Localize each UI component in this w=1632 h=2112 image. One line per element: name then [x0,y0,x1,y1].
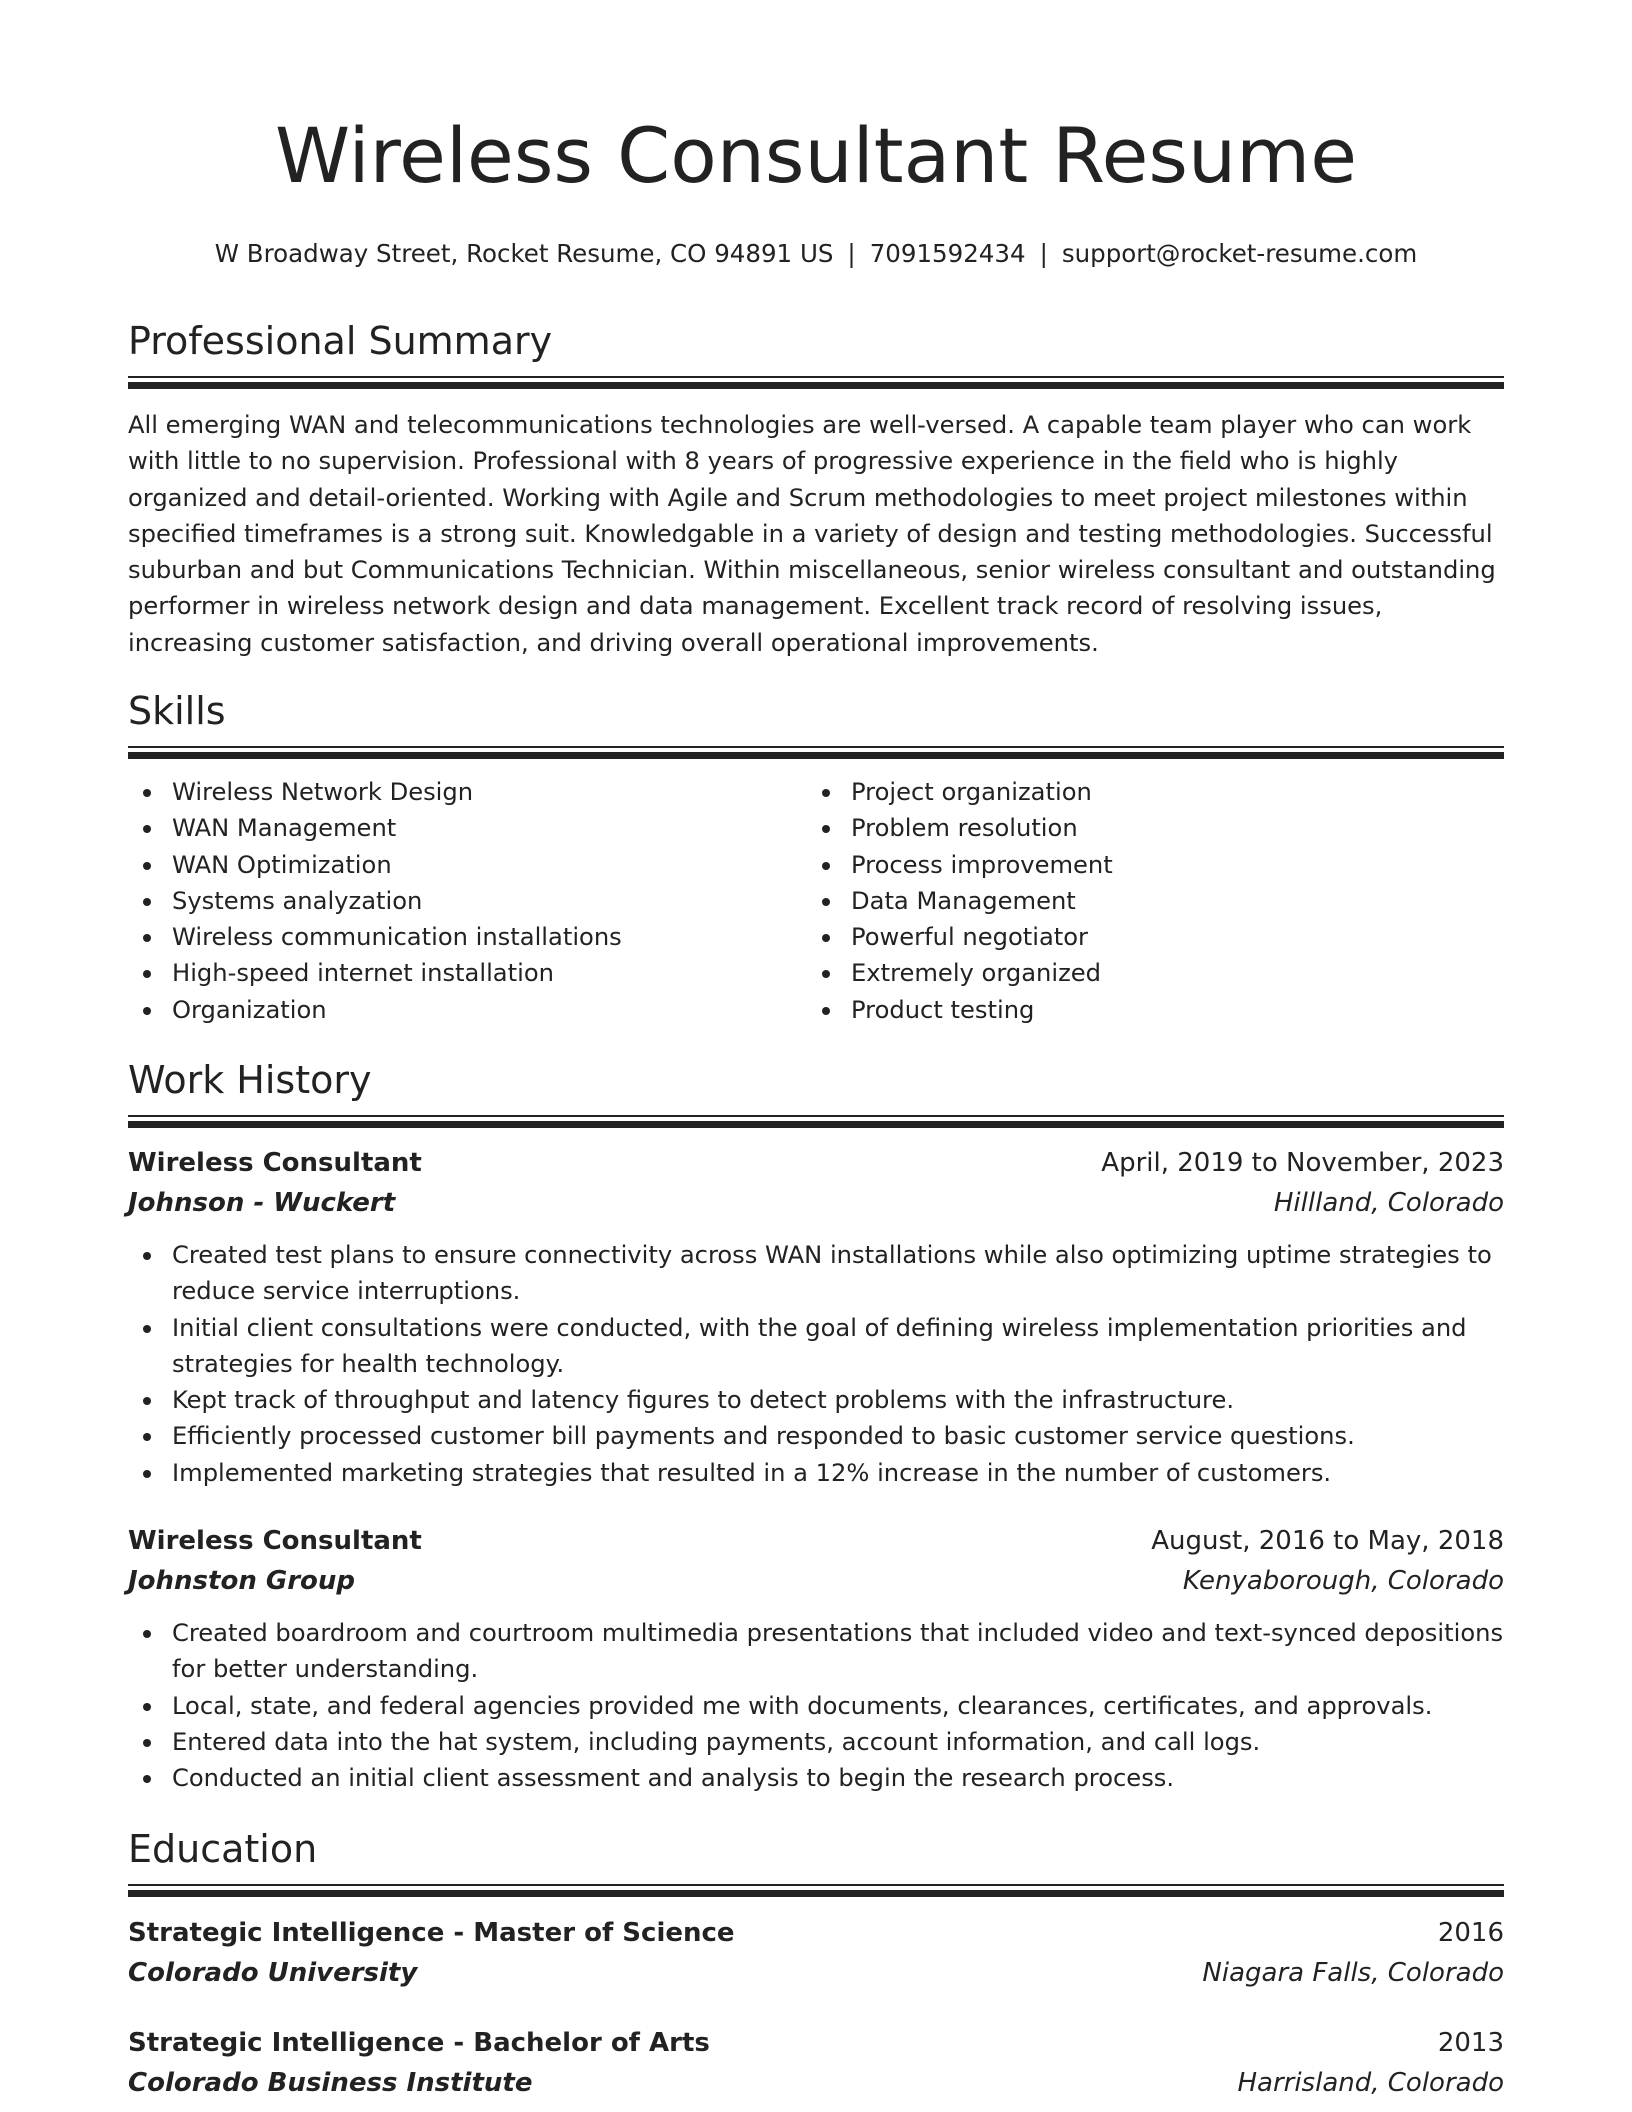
education-year: 2013 [1437,2028,1504,2058]
contact-email: support@rocket-resume.com [1061,239,1418,268]
job-bullets [128,1237,1504,1491]
skill-item: High-speed internet installation [128,955,788,991]
education-location: Niagara Falls, Colorado [1202,1958,1504,1988]
skills-heading: Skills [128,689,226,733]
job-company: Johnston Group [128,1566,356,1596]
job-bullet: Implemented marketing strategies that resulted in a 12% increase in the number of customers. [128,1455,1504,1491]
job-company: Johnson - Wuckert [128,1188,396,1218]
summary-text: All emerging WAN and telecommunications technologies are well-versed. A capable team player who can work with little to no supervision. Professional with 8 years of progressive experience in the field who is highly organized and detail-oriented. Working with Agile and Scrum methodologies to meet project milestones within specified timeframes is a strong suit. Knowledgable in a variety of design and testing methodologies. Successful suburban and but Communications Technician. Within miscellaneous, senior wireless consultant and outstanding performer in wireless network design and data management. Excellent track record of resolving issues, increasing customer satisfaction, and driving overall operational improvements. [128,411,1496,657]
job-title: Wireless Consultant [128,1526,422,1556]
skill-item: Project organization [807,774,1467,810]
skill-item: Wireless Network Design [128,774,788,810]
section-divider [128,382,1504,389]
section-divider [128,1884,1504,1886]
job-dates: April, 2019 to November, 2023 [1101,1148,1504,1178]
skill-item: Wireless communication installations [128,919,788,955]
contact-phone: 7091592434 [869,239,1026,268]
section-divider [128,1115,1504,1117]
job-bullet: Created test plans to ensure connectivity across WAN installations while also optimizing uptime strategies to reduce service interruptions. [128,1237,1504,1310]
skill-item: Organization [128,992,788,1028]
skill-item: Product testing [807,992,1467,1028]
education-location: Harrisland, Colorado [1237,2068,1504,2098]
skill-item: Problem resolution [807,810,1467,846]
summary-heading: Professional Summary [128,319,553,363]
job-bullets [128,1615,1504,1796]
job-bullet: Local, state, and federal agencies provided me with documents, clearances, certificates, and approvals. [128,1688,1504,1724]
skills-section-header [128,689,1504,733]
education-heading: Education [128,1827,318,1871]
education-year: 2016 [1437,1918,1504,1948]
education-section-header [128,1827,1504,1871]
skills-list-left [128,774,788,1028]
contact-line [128,239,1504,268]
job-title: Wireless Consultant [128,1148,422,1178]
job-bullet: Entered data into the hat system, including payments, account information, and call logs. [128,1724,1504,1760]
job-bullet: Initial client consultations were conducted, with the goal of defining wireless implementation priorities and strategies for health technology. [128,1310,1504,1383]
job-location: Hillland, Colorado [1273,1188,1504,1218]
skill-item: Extremely organized [807,955,1467,991]
work-section-header [128,1058,1504,1102]
work-heading: Work History [128,1058,372,1102]
contact-separator: | [1039,239,1048,268]
section-divider [128,746,1504,748]
skill-item: Process improvement [807,847,1467,883]
skill-item: WAN Management [128,810,788,846]
education-school: Colorado Business Institute [128,2068,533,2098]
job-bullet: Efficiently processed customer bill payments and responded to basic customer service questions. [128,1418,1504,1454]
job-bullet: Kept track of throughput and latency figures to detect problems with the infrastructure. [128,1382,1504,1418]
section-divider [128,376,1504,378]
education-degree: Strategic Intelligence - Bachelor of Arts [128,2028,710,2058]
skills-list-right [807,774,1467,1028]
resume-title: Wireless Consultant Resume [275,111,1357,200]
job-location: Kenyaborough, Colorado [1182,1566,1504,1596]
skill-item: Systems analyzation [128,883,788,919]
skill-item: Powerful negotiator [807,919,1467,955]
section-divider [128,752,1504,759]
section-divider [128,1121,1504,1128]
education-degree: Strategic Intelligence - Master of Science [128,1918,735,1948]
section-divider [128,1890,1504,1897]
education-school: Colorado University [128,1958,418,1988]
contact-address: W Broadway Street, Rocket Resume, CO 94891 US [214,239,834,268]
job-bullet: Created boardroom and courtroom multimedia presentations that included video and text-synced depositions for better understanding. [128,1615,1504,1688]
contact-separator: | [847,239,856,268]
job-bullet: Conducted an initial client assessment and analysis to begin the research process. [128,1760,1504,1796]
summary-section-header [128,319,1504,363]
skill-item: Data Management [807,883,1467,919]
skill-item: WAN Optimization [128,847,788,883]
job-dates: August, 2016 to May, 2018 [1151,1526,1504,1556]
